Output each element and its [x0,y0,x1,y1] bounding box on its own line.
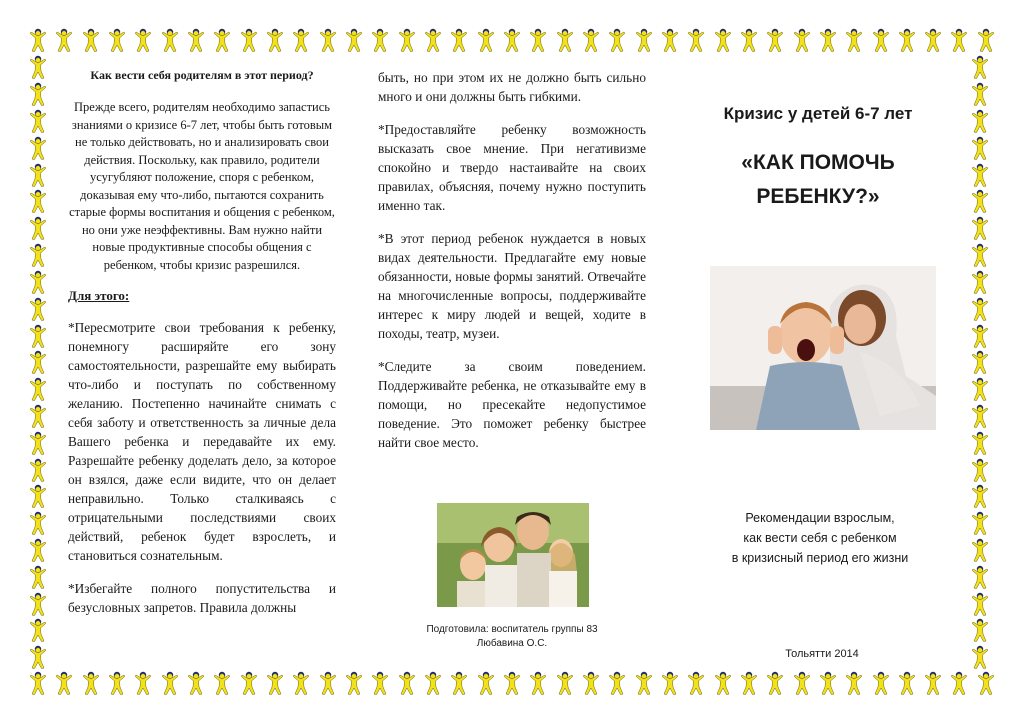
child-figure-icon [239,28,259,52]
prepared-by [400,623,624,651]
child-figure-icon [28,484,48,508]
child-figure-icon [212,671,232,695]
child-figure-icon [28,189,48,213]
child-figure-icon [792,671,812,695]
parents-heading: Как вести себя родителям в этот период? [90,68,314,82]
child-figure-icon [28,645,48,669]
child-figure-icon [54,28,74,52]
child-figure-icon [949,28,969,52]
child-figure-icon [28,82,48,106]
child-figure-icon [28,458,48,482]
tip-paragraph: *Предоставляйте ребенку возможность высказать свое мнение. При негативизме спокойно и твердо настаивайте на своих правилах, объясняя, почему нужно поступить именно так. [378,122,646,213]
child-figure-icon [765,671,785,695]
child-figure-icon [318,671,338,695]
child-figure-icon [28,324,48,348]
child-figure-icon [107,671,127,695]
child-figure-icon [976,28,996,52]
child-figure-icon [160,671,180,695]
child-figure-icon [502,28,522,52]
child-figure-icon [186,671,206,695]
child-figure-icon [28,592,48,616]
middle-column [378,68,646,466]
child-figure-icon [970,350,990,374]
left-column [68,68,336,631]
child-figure-icon [970,458,990,482]
child-figure-icon [897,28,917,52]
child-figure-icon [28,538,48,562]
child-figure-icon [581,28,601,52]
child-figure-icon [28,136,48,160]
child-figure-icon [970,55,990,79]
child-figure-icon [818,671,838,695]
child-figure-icon [713,671,733,695]
child-figure-icon [28,618,48,642]
child-figure-icon [739,671,759,695]
child-figure-icon [897,671,917,695]
decorative-border-top [28,28,996,54]
child-figure-icon [476,28,496,52]
child-figure-icon [28,297,48,321]
child-figure-icon [28,109,48,133]
child-figure-icon [28,404,48,428]
recommendation-line1: Рекомендации взрослым, [745,511,895,525]
child-figure-icon [54,671,74,695]
child-figure-icon [871,671,891,695]
child-figure-icon [970,404,990,428]
intro-paragraph: Прежде всего, родителям необходимо запастись знаниями о кризисе 6-7 лет, чтобы быть готовым не только действовать, но и анализировать свои действия. Поскольку, как правило, родители усугубляют положение, споря с ребенком, доказывая ему что-либо, пытаются сохранить старые формы воспитания и общения с ребенком, но они уже неэффективны. Вам нужно найти новые продуктивные способы общения с ребенком, чтобы кризис разрешился. [69,100,335,272]
child-figure-icon [970,216,990,240]
recommendation-text [700,508,940,568]
child-figure-icon [970,511,990,535]
child-figure-icon [970,243,990,267]
child-figure-icon [528,28,548,52]
child-figure-icon [970,297,990,321]
child-figure-icon [970,82,990,106]
child-figure-icon [581,671,601,695]
child-figure-icon [976,671,996,695]
child-figure-icon [239,671,259,695]
child-figure-icon [970,565,990,589]
child-figure-icon [265,28,285,52]
child-figure-icon [792,28,812,52]
child-figure-icon [970,163,990,187]
prepared-by-line2: Любавина О.С. [476,638,548,649]
child-figure-icon [28,270,48,294]
child-figure-icon [970,136,990,160]
child-figure-icon [28,350,48,374]
child-figure-icon [476,671,496,695]
child-figure-icon [291,671,311,695]
child-figure-icon [28,28,48,52]
decorative-border-right [970,54,996,671]
child-figure-icon [28,431,48,455]
child-figure-icon [970,538,990,562]
recommendation-line2: как вести себя с ребенком [743,531,897,545]
child-figure-icon [923,28,943,52]
child-figure-icon [28,163,48,187]
child-figure-icon [160,28,180,52]
child-figure-icon [634,671,654,695]
brochure-title-line2: РЕБЕНКУ?» [756,185,880,208]
tip-paragraph: *Следите за своим поведением. Поддерживайте ребенка, не отказывайте ему в помощи, но пресекайте недопустимое поведение. Это поможет ребенку быстрее найти свое место. [378,359,646,450]
child-figure-icon [81,671,101,695]
brochure-title [682,146,954,214]
tip-paragraph: *Избегайте полного попустительства и безусловных запретов. Правила должны [68,581,336,615]
child-figure-icon [291,28,311,52]
child-figure-icon [765,28,785,52]
decorative-border-left [28,54,54,671]
child-figure-icon [265,671,285,695]
child-figure-icon [370,28,390,52]
child-figure-icon [871,28,891,52]
child-figure-icon [186,28,206,52]
child-figure-icon [28,243,48,267]
child-figure-icon [818,28,838,52]
brochure-subtitle: Кризис у детей 6-7 лет [723,104,913,123]
tip-paragraph: *В этот период ребенок нуждается в новых видах деятельности. Предлагайте ему новые обязанности, новые формы занятий. Отвечайте на многочисленные вопросы, поддерживайте интерес к миру людей и вещей, ходите в походы, театр, музеи. [378,231,646,341]
prepared-by-line1: Подготовила: воспитатель группы 83 [426,624,598,635]
child-figure-icon [713,28,733,52]
child-figure-icon [397,28,417,52]
child-figure-icon [607,671,627,695]
child-figure-icon [449,28,469,52]
child-figure-icon [949,671,969,695]
child-figure-icon [970,189,990,213]
child-figure-icon [423,671,443,695]
child-figure-icon [555,671,575,695]
city-year: Тольятти 2014 [785,648,859,660]
child-figure-icon [28,565,48,589]
child-figure-icon [686,28,706,52]
child-figure-icon [844,671,864,695]
child-figure-icon [107,28,127,52]
child-figure-icon [212,28,232,52]
child-figure-icon [607,28,627,52]
crying-child-photo [710,266,936,430]
child-figure-icon [28,671,48,695]
child-figure-icon [555,28,575,52]
child-figure-icon [344,671,364,695]
child-figure-icon [28,55,48,79]
decorative-border-bottom [28,671,996,697]
child-figure-icon [634,28,654,52]
child-figure-icon [970,484,990,508]
child-figure-icon [844,28,864,52]
child-figure-icon [660,28,680,52]
child-figure-icon [739,28,759,52]
child-figure-icon [970,618,990,642]
child-figure-icon [528,671,548,695]
child-figure-icon [81,28,101,52]
child-figure-icon [28,216,48,240]
recommendation-line3: в кризисный период его жизни [731,551,909,565]
child-figure-icon [28,377,48,401]
child-figure-icon [970,377,990,401]
child-figure-icon [449,671,469,695]
child-figure-icon [318,28,338,52]
child-figure-icon [686,671,706,695]
child-figure-icon [370,671,390,695]
child-figure-icon [970,592,990,616]
child-figure-icon [970,324,990,348]
brochure-title-line1: «КАК ПОМОЧЬ [741,151,895,174]
continued-paragraph: быть, но при этом их не должно быть сильно много и они должны быть гибкими. [378,70,646,104]
child-figure-icon [397,671,417,695]
child-figure-icon [28,511,48,535]
for-this-subheading: Для этого: [68,288,130,303]
child-figure-icon [923,671,943,695]
child-figure-icon [344,28,364,52]
child-figure-icon [970,645,990,669]
child-figure-icon [133,671,153,695]
child-figure-icon [660,671,680,695]
child-figure-icon [970,109,990,133]
child-figure-icon [970,270,990,294]
tip-paragraph: *Пересмотрите свои требования к ребенку, понемногу расширяйте его зону самостоятельности, разрешайте ему выбирать что-либо и поступать по собственному желанию. Постепенно начинайте снимать с себя заботу и ответственность за личные дела Вашего ребенка и передавайте их ему. Разрешайте ребенку доделать дело, за которое он взялся, даже если видите, что он делает неправильно. Только сталкиваясь с отрицательными последствиями своих действий, ребенок будет взрослеть, и становиться сознательным. [68,320,336,563]
child-figure-icon [970,431,990,455]
child-figure-icon [423,28,443,52]
right-column [682,68,954,214]
child-figure-icon [133,28,153,52]
family-photo [437,503,589,607]
child-figure-icon [502,671,522,695]
